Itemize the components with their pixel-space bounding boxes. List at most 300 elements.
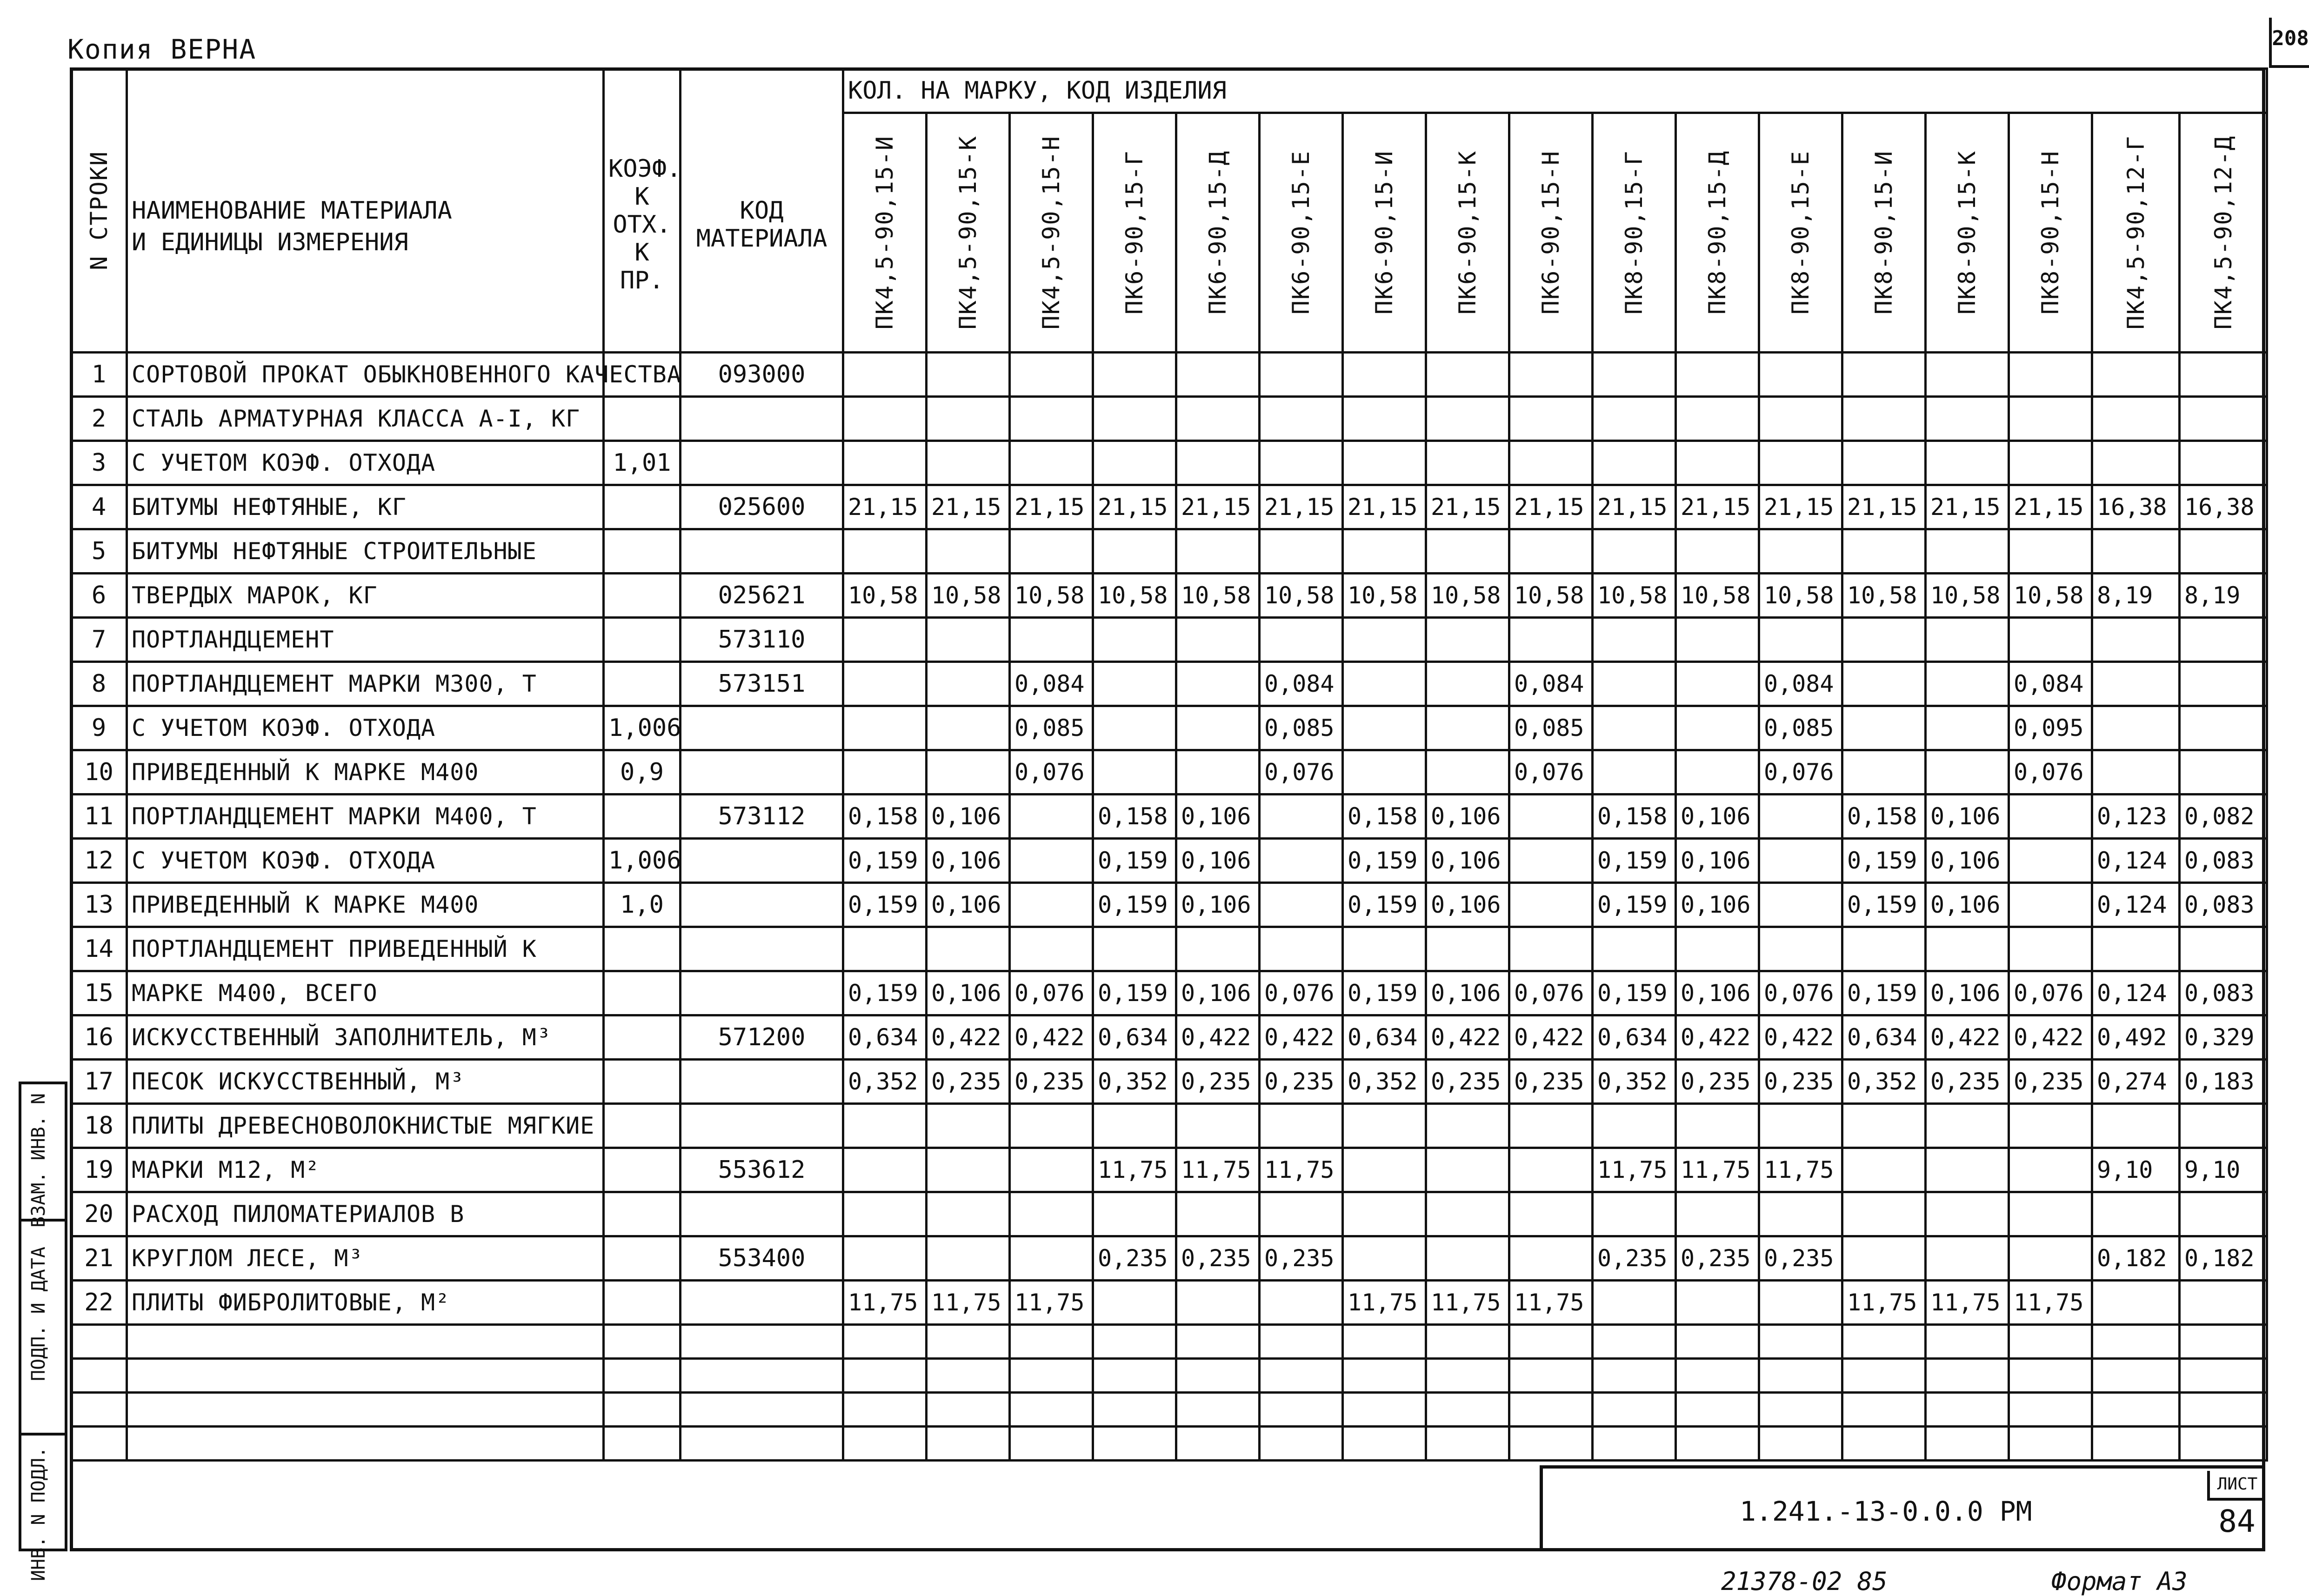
mark-header-cell (843, 113, 927, 353)
quantity-cell (927, 618, 1010, 662)
quantity-cell: 10,58 (1176, 574, 1260, 618)
quantity-cell: 0,352 (1343, 1060, 1426, 1104)
quantity-cell (927, 927, 1010, 971)
mark-label: ПК6-90,15-К (1454, 150, 1481, 315)
quantity-cell (927, 397, 1010, 441)
quantity-cell: 0,352 (1093, 1060, 1176, 1104)
empty-cell (1010, 1325, 1093, 1359)
quantity-cell (1176, 1192, 1260, 1236)
quantity-cell: 0,124 (2092, 839, 2180, 883)
table-row (71, 1015, 2267, 1060)
quantity-cell (1260, 839, 1343, 883)
material-name: ПЛИТЫ ФИБРОЛИТОВЫЕ, М² (127, 1281, 604, 1325)
quantity-cell (843, 441, 927, 485)
empty-cell (71, 1427, 127, 1461)
quantity-cell (1093, 750, 1176, 795)
mark-label: ПК4,5-90,12-Г (2122, 135, 2149, 330)
quantity-cell: 0,634 (843, 1015, 927, 1060)
quantity-cell (1010, 1104, 1093, 1148)
quantity-cell (843, 1148, 927, 1192)
empty-cell (604, 1393, 681, 1427)
material-name: ПРИВЕДЕННЫЙ К МАРКЕ М400 (127, 750, 604, 795)
quantity-cell: 0,076 (1509, 750, 1593, 795)
quantity-cell (1926, 529, 2009, 574)
empty-cell (1759, 1393, 1842, 1427)
empty-cell (2092, 1427, 2180, 1461)
empty-cell (1426, 1393, 1509, 1427)
quantity-cell: 21,15 (1676, 485, 1759, 529)
empty-cell (1509, 1427, 1593, 1461)
material-code: 025600 (681, 485, 843, 529)
mark-label: ПК4,5-90,15-И (871, 135, 898, 330)
quantity-cell: 0,158 (1842, 795, 1926, 839)
quantity-cell (2092, 441, 2180, 485)
empty-cell (1260, 1427, 1343, 1461)
quantity-cell (1842, 1104, 1926, 1148)
quantity-cell (1593, 441, 1676, 485)
quantity-cell (2180, 706, 2267, 750)
quantity-cell (927, 750, 1010, 795)
quantity-cell: 0,235 (927, 1060, 1010, 1104)
quantity-cell: 0,158 (1343, 795, 1426, 839)
table-row (71, 927, 2267, 971)
table-row (71, 1192, 2267, 1236)
quantity-cell (1343, 1192, 1426, 1236)
quantity-cell: 21,15 (1426, 485, 1509, 529)
quantity-cell (1260, 618, 1343, 662)
quantity-cell (1676, 662, 1759, 706)
empty-cell (843, 1359, 927, 1393)
material-name: БИТУМЫ НЕФТЯНЫЕ, КГ (127, 485, 604, 529)
empty-cell (1343, 1325, 1426, 1359)
quantity-cell (1842, 353, 1926, 397)
quantity-cell: 0,159 (1093, 883, 1176, 927)
table-row (71, 839, 2267, 883)
quantity-cell (1260, 353, 1343, 397)
waste-coef: 0,9 (604, 750, 681, 795)
empty-cell (71, 1393, 127, 1427)
quantity-cell (1926, 397, 2009, 441)
quantity-cell (1842, 1148, 1926, 1192)
quantity-cell: 0,124 (2092, 971, 2180, 1015)
quantity-cell (1926, 441, 2009, 485)
quantity-cell (1093, 1281, 1176, 1325)
quantity-cell: 0,085 (1509, 706, 1593, 750)
header-row-number-cell (71, 69, 127, 353)
empty-cell (2009, 1393, 2092, 1427)
quantity-cell: 0,352 (1842, 1060, 1926, 1104)
quantity-cell (1343, 1104, 1426, 1148)
quantity-cell (2092, 529, 2180, 574)
quantity-cell (1926, 1236, 2009, 1281)
quantity-cell: 0,106 (1676, 795, 1759, 839)
quantity-cell: 0,076 (1010, 971, 1093, 1015)
quantity-cell (1509, 397, 1593, 441)
quantity-cell: 0,085 (1260, 706, 1343, 750)
quantity-cell (1759, 883, 1842, 927)
waste-coef: 1,0 (604, 883, 681, 927)
quantity-cell (1176, 662, 1260, 706)
row-number: 12 (71, 839, 127, 883)
quantity-cell (1509, 1148, 1593, 1192)
empty-cell (843, 1393, 927, 1427)
table-row (71, 441, 2267, 485)
quantity-cell: 0,158 (1093, 795, 1176, 839)
empty-cell (2092, 1325, 2180, 1359)
quantity-cell (1010, 353, 1093, 397)
quantity-cell: 0,159 (1593, 839, 1676, 883)
waste-coef (604, 397, 681, 441)
quantity-cell (1676, 1192, 1759, 1236)
quantity-cell: 21,15 (1343, 485, 1426, 529)
row-number: 9 (71, 706, 127, 750)
material-name: ТВЕРДЫХ МАРОК, КГ (127, 574, 604, 618)
mark-header-cell (927, 113, 1010, 353)
waste-coef (604, 1060, 681, 1104)
quantity-cell: 0,422 (1926, 1015, 2009, 1060)
empty-cell (604, 1325, 681, 1359)
quantity-cell (843, 353, 927, 397)
quantity-cell: 11,75 (1010, 1281, 1093, 1325)
quantity-cell (1676, 618, 1759, 662)
empty-cell (1842, 1427, 1926, 1461)
quantity-cell: 0,106 (927, 971, 1010, 1015)
material-name: СТАЛЬ АРМАТУРНАЯ КЛАССА А-I, КГ (127, 397, 604, 441)
quantity-cell (1593, 750, 1676, 795)
row-number: 18 (71, 1104, 127, 1148)
empty-cell (1093, 1325, 1176, 1359)
side-label-sign-date: ПОДП. И ДАТА (28, 1247, 49, 1381)
empty-cell (1343, 1359, 1426, 1393)
empty-cell (127, 1393, 604, 1427)
material-name: ПОРТЛАНДЦЕМЕНТ (127, 618, 604, 662)
quantity-cell (2009, 353, 2092, 397)
row-number: 6 (71, 574, 127, 618)
mark-label: ПК8-90,15-К (1954, 150, 1981, 315)
quantity-cell (843, 1192, 927, 1236)
empty-cell (2092, 1359, 2180, 1393)
quantity-cell: 0,106 (1676, 883, 1759, 927)
quantity-cell (1509, 839, 1593, 883)
quantity-cell (1260, 927, 1343, 971)
quantity-cell: 0,422 (1176, 1015, 1260, 1060)
quantity-cell (1509, 927, 1593, 971)
waste-coef (604, 1192, 681, 1236)
quantity-cell (2009, 618, 2092, 662)
quantity-cell (1842, 1236, 1926, 1281)
quantity-cell (2092, 750, 2180, 795)
quantity-cell (2180, 1192, 2267, 1236)
material-name: ПОРТЛАНДЦЕМЕНТ ПРИВЕДЕННЫЙ К (127, 927, 604, 971)
table-row (71, 574, 2267, 618)
mark-label: ПК6-90,15-Д (1204, 150, 1231, 315)
empty-cell (604, 1427, 681, 1461)
quantity-cell (1426, 529, 1509, 574)
waste-coef (604, 795, 681, 839)
waste-coef (604, 1281, 681, 1325)
row-number: 15 (71, 971, 127, 1015)
quantity-cell (1343, 618, 1426, 662)
quantity-cell (927, 441, 1010, 485)
material-code (681, 750, 843, 795)
quantity-cell: 0,159 (843, 971, 927, 1015)
quantity-cell: 0,084 (1260, 662, 1343, 706)
quantity-cell (1509, 1104, 1593, 1148)
quantity-cell (1010, 441, 1093, 485)
quantity-cell: 21,15 (927, 485, 1010, 529)
mark-header-cell (1676, 113, 1759, 353)
quantity-cell: 0,159 (1593, 971, 1676, 1015)
mark-header-cell (1010, 113, 1093, 353)
empty-cell (1593, 1393, 1676, 1427)
mark-label: ПК8-90,15-Г (1621, 150, 1648, 315)
quantity-cell: 0,158 (1593, 795, 1676, 839)
quantity-cell (1260, 529, 1343, 574)
row-number: 3 (71, 441, 127, 485)
material-code (681, 441, 843, 485)
table-row (71, 1060, 2267, 1104)
quantity-cell (2009, 1192, 2092, 1236)
quantity-cell: 0,159 (1343, 883, 1426, 927)
material-code (681, 529, 843, 574)
quantity-cell (1176, 441, 1260, 485)
empty-row (71, 1427, 2267, 1461)
waste-coef (604, 971, 681, 1015)
empty-cell (1176, 1393, 1260, 1427)
mark-header-cell (2092, 113, 2180, 353)
empty-cell (927, 1325, 1010, 1359)
table-row (71, 353, 2267, 397)
quantity-cell: 0,274 (2092, 1060, 2180, 1104)
empty-cell (2009, 1427, 2092, 1461)
quantity-cell (1010, 839, 1093, 883)
quantity-cell: 21,15 (1509, 485, 1593, 529)
header-code: КОД МАТЕРИАЛА (696, 196, 828, 253)
quantity-cell: 0,124 (2092, 883, 2180, 927)
quantity-cell: 11,75 (1343, 1281, 1426, 1325)
quantity-cell: 0,159 (843, 883, 927, 927)
quantity-cell: 0,084 (2009, 662, 2092, 706)
waste-coef (604, 485, 681, 529)
quantity-cell (1426, 1236, 1509, 1281)
quantity-cell (2180, 662, 2267, 706)
quantity-cell: 0,329 (2180, 1015, 2267, 1060)
waste-coef (604, 1148, 681, 1192)
quantity-cell (927, 1236, 1010, 1281)
empty-cell (1426, 1359, 1509, 1393)
quantity-cell (2092, 1281, 2180, 1325)
empty-cell (1759, 1325, 1842, 1359)
quantity-cell (1260, 441, 1343, 485)
header-row-number: N СТРОКИ (85, 151, 113, 270)
header-code-cell (681, 69, 843, 353)
empty-cell (1676, 1427, 1759, 1461)
quantity-cell (843, 662, 927, 706)
quantity-cell (1509, 441, 1593, 485)
quantity-cell: 0,235 (1260, 1060, 1343, 1104)
quantity-cell (1926, 1148, 2009, 1192)
quantity-cell (1593, 1281, 1676, 1325)
empty-cell (1010, 1393, 1093, 1427)
material-name: С УЧЕТОМ КОЭФ. ОТХОДА (127, 839, 604, 883)
quantity-cell: 0,083 (2180, 971, 2267, 1015)
empty-cell (71, 1325, 127, 1359)
quantity-cell (1593, 706, 1676, 750)
quantity-cell: 0,106 (1176, 795, 1260, 839)
waste-coef: 1,006 (604, 839, 681, 883)
material-name: ПЛИТЫ ДРЕВЕСНОВОЛОКНИСТЫЕ МЯГКИЕ (127, 1104, 604, 1148)
quantity-cell (1343, 1236, 1426, 1281)
quantity-cell: 10,58 (1093, 574, 1176, 618)
quantity-cell: 0,235 (1176, 1236, 1260, 1281)
quantity-cell (1509, 883, 1593, 927)
quantity-cell: 0,106 (1426, 795, 1509, 839)
quantity-cell (1426, 618, 1509, 662)
quantity-cell: 0,076 (1260, 750, 1343, 795)
table-row (71, 662, 2267, 706)
row-number: 10 (71, 750, 127, 795)
quantity-cell: 0,106 (1426, 971, 1509, 1015)
quantity-cell (1176, 529, 1260, 574)
material-code: 553612 (681, 1148, 843, 1192)
quantity-cell (1093, 441, 1176, 485)
material-name: ПОРТЛАНДЦЕМЕНТ МАРКИ М400, Т (127, 795, 604, 839)
quantity-cell (1676, 750, 1759, 795)
mark-header-cell (1759, 113, 1842, 353)
quantity-cell (1509, 1192, 1593, 1236)
quantity-cell (927, 706, 1010, 750)
quantity-cell: 21,15 (2009, 485, 2092, 529)
material-code: 093000 (681, 353, 843, 397)
quantity-cell (1010, 1148, 1093, 1192)
quantity-cell (1426, 1104, 1509, 1148)
material-name: РАСХОД ПИЛОМАТЕРИАЛОВ В (127, 1192, 604, 1236)
empty-cell (1842, 1393, 1926, 1427)
waste-coef: 1,01 (604, 441, 681, 485)
quantity-cell: 0,422 (1010, 1015, 1093, 1060)
quantity-cell (1593, 1192, 1676, 1236)
quantity-cell: 0,106 (1426, 883, 1509, 927)
quantity-cell: 0,183 (2180, 1060, 2267, 1104)
quantity-cell (1759, 1281, 1842, 1325)
header-group: КОЛ. НА МАРКУ, КОД ИЗДЕЛИЯ (843, 69, 2267, 113)
quantity-cell (2009, 795, 2092, 839)
quantity-cell (843, 927, 927, 971)
header-name: НАИМЕНОВАНИЕ МАТЕРИАЛА И ЕДИНИЦЫ ИЗМЕРЕНИЯ (132, 196, 452, 256)
quantity-cell: 0,422 (1676, 1015, 1759, 1060)
quantity-cell (927, 1148, 1010, 1192)
quantity-cell (1926, 750, 2009, 795)
quantity-cell (1509, 618, 1593, 662)
quantity-cell: 10,58 (843, 574, 927, 618)
row-number: 14 (71, 927, 127, 971)
sheet-label: ЛИСТ (2207, 1471, 2265, 1501)
quantity-cell: 0,106 (1926, 839, 2009, 883)
quantity-cell (1176, 618, 1260, 662)
quantity-cell (1676, 927, 1759, 971)
quantity-cell: 21,15 (1593, 485, 1676, 529)
quantity-cell: 10,58 (1010, 574, 1093, 618)
quantity-cell (1093, 927, 1176, 971)
quantity-cell (1759, 795, 1842, 839)
quantity-cell (1343, 1148, 1426, 1192)
row-number: 17 (71, 1060, 127, 1104)
quantity-cell: 0,634 (1593, 1015, 1676, 1060)
quantity-cell (1093, 1192, 1176, 1236)
sheet-corner-number: 208 (2269, 18, 2309, 68)
empty-cell (1093, 1393, 1176, 1427)
quantity-cell (1093, 397, 1176, 441)
quantity-cell: 0,084 (1509, 662, 1593, 706)
quantity-cell: 10,58 (1926, 574, 2009, 618)
table-row (71, 795, 2267, 839)
empty-cell (681, 1359, 843, 1393)
quantity-cell: 0,106 (1426, 839, 1509, 883)
quantity-cell (1593, 927, 1676, 971)
empty-cell (681, 1427, 843, 1461)
quantity-cell (1176, 927, 1260, 971)
empty-cell (1010, 1427, 1093, 1461)
quantity-cell (1759, 397, 1842, 441)
empty-cell (2009, 1359, 2092, 1393)
quantity-cell: 0,422 (927, 1015, 1010, 1060)
quantity-cell (843, 529, 927, 574)
quantity-cell: 0,106 (1176, 839, 1260, 883)
quantity-cell: 0,084 (1759, 662, 1842, 706)
empty-row (71, 1325, 2267, 1359)
empty-cell (1260, 1325, 1343, 1359)
quantity-cell: 11,75 (1260, 1148, 1343, 1192)
empty-cell (1093, 1359, 1176, 1393)
empty-cell (1926, 1359, 2009, 1393)
empty-cell (1759, 1427, 1842, 1461)
table-row (71, 706, 2267, 750)
quantity-cell (1676, 1281, 1759, 1325)
quantity-cell (1426, 353, 1509, 397)
empty-cell (1343, 1427, 1426, 1461)
quantity-cell (1343, 662, 1426, 706)
quantity-cell (1426, 397, 1509, 441)
empty-cell (927, 1359, 1010, 1393)
empty-cell (1426, 1427, 1509, 1461)
empty-cell (1926, 1393, 2009, 1427)
empty-cell (1676, 1325, 1759, 1359)
quantity-cell (1176, 750, 1260, 795)
quantity-cell: 0,082 (2180, 795, 2267, 839)
table-row (71, 1104, 2267, 1148)
quantity-cell (2009, 397, 2092, 441)
quantity-cell (2009, 441, 2092, 485)
table-row (71, 529, 2267, 574)
mark-header-cell (1426, 113, 1509, 353)
material-code (681, 397, 843, 441)
quantity-cell (1426, 927, 1509, 971)
quantity-cell (1842, 750, 1926, 795)
quantity-cell (2180, 353, 2267, 397)
quantity-cell: 21,15 (1093, 485, 1176, 529)
quantity-cell (1593, 662, 1676, 706)
empty-cell (2180, 1359, 2267, 1393)
quantity-cell (843, 397, 927, 441)
quantity-cell (1343, 397, 1426, 441)
empty-cell (1842, 1359, 1926, 1393)
quantity-cell (1426, 750, 1509, 795)
quantity-cell: 0,159 (1842, 839, 1926, 883)
quantity-cell: 10,58 (1509, 574, 1593, 618)
mark-label: ПК4,5-90,12-Д (2209, 135, 2237, 330)
quantity-cell (2180, 441, 2267, 485)
material-code: 573110 (681, 618, 843, 662)
